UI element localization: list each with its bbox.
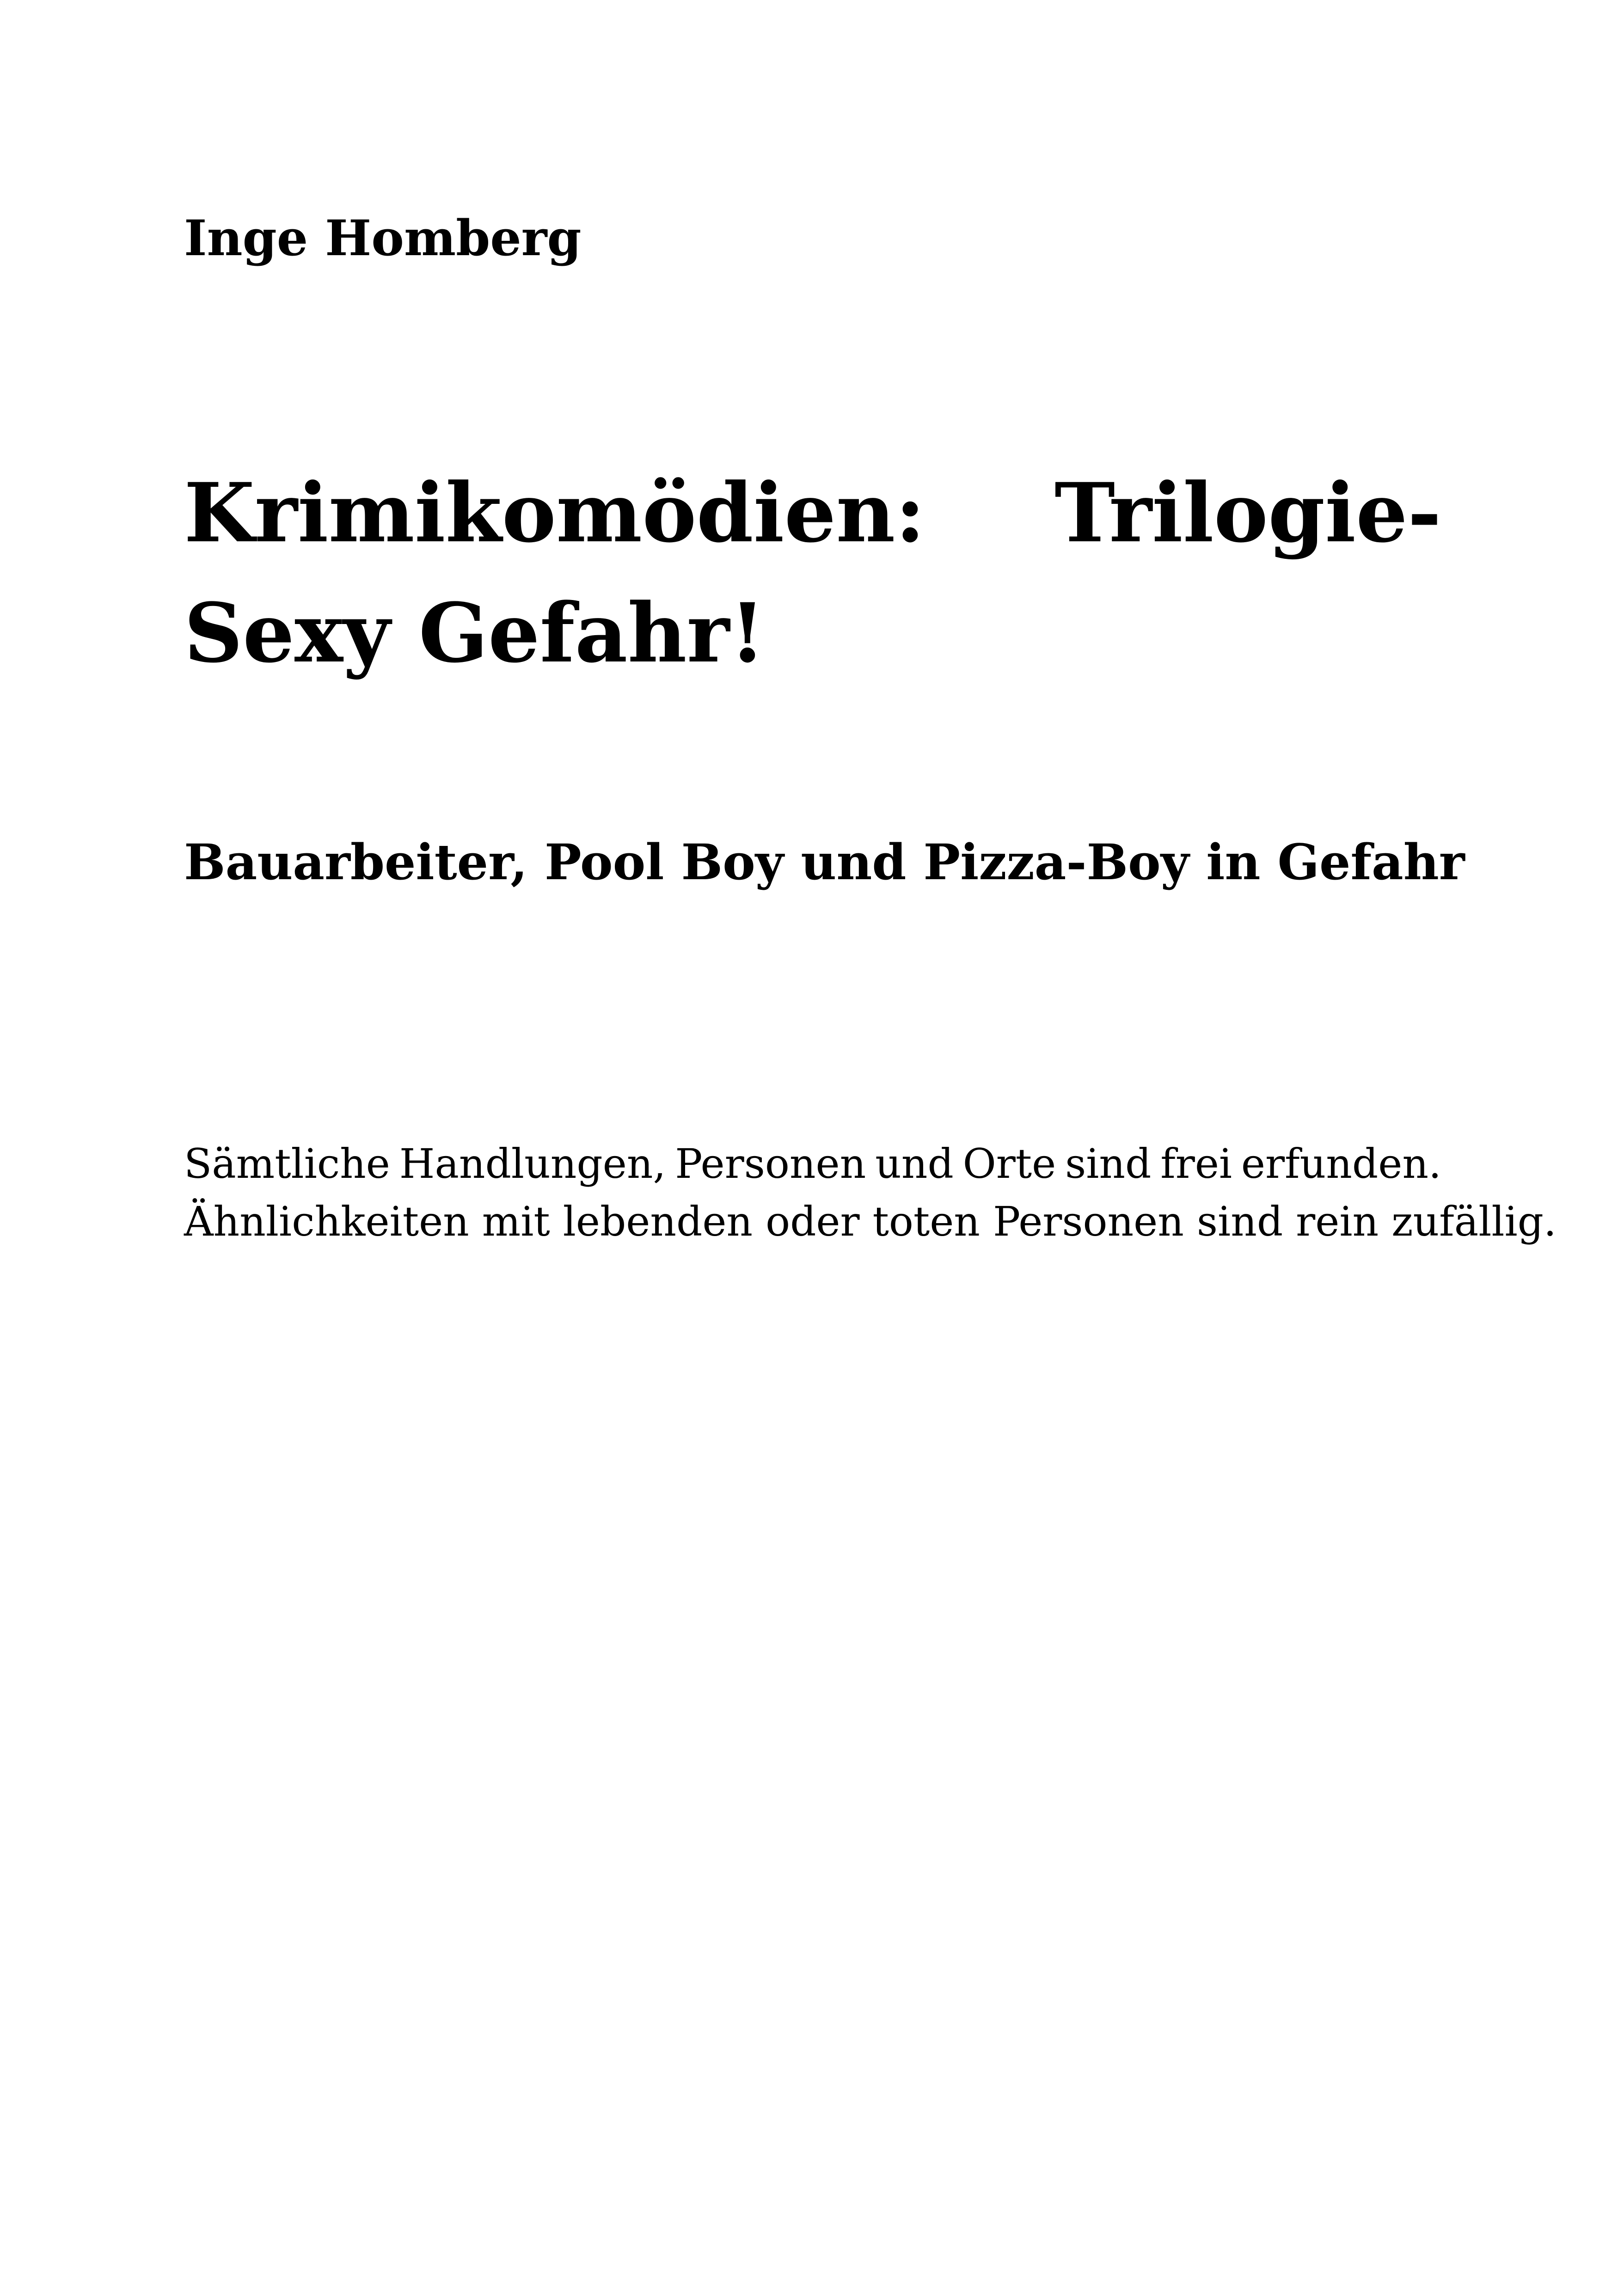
title-line-1-left: Krimikomödien:	[184, 465, 925, 561]
disclaimer-word: Sämtliche	[184, 1140, 390, 1188]
disclaimer-line-2: Ähnlichkeiten mit lebenden oder toten Personen sind rein zufällig.	[184, 1198, 1557, 1245]
disclaimer-word: frei	[1160, 1140, 1232, 1188]
disclaimer	[184, 1135, 1557, 1250]
disclaimer-word: und	[875, 1140, 954, 1188]
disclaimer-line-1	[184, 1135, 1441, 1193]
subtitle: Bauarbeiter, Pool Boy und Pizza-Boy in Gefahr	[184, 833, 1465, 891]
title-line-1	[184, 453, 1441, 573]
disclaimer-word: erfunden.	[1241, 1140, 1441, 1188]
book-title	[184, 453, 1441, 693]
title-line-2: Sexy Gefahr!	[184, 585, 766, 681]
disclaimer-word: Personen	[675, 1140, 866, 1188]
disclaimer-word: Handlungen,	[399, 1140, 666, 1188]
title-line-1-right: Trilogie-	[1054, 465, 1441, 561]
disclaimer-word: Orte	[962, 1140, 1056, 1188]
author-name: Inge Homberg	[184, 209, 582, 267]
disclaimer-word: sind	[1065, 1140, 1152, 1188]
